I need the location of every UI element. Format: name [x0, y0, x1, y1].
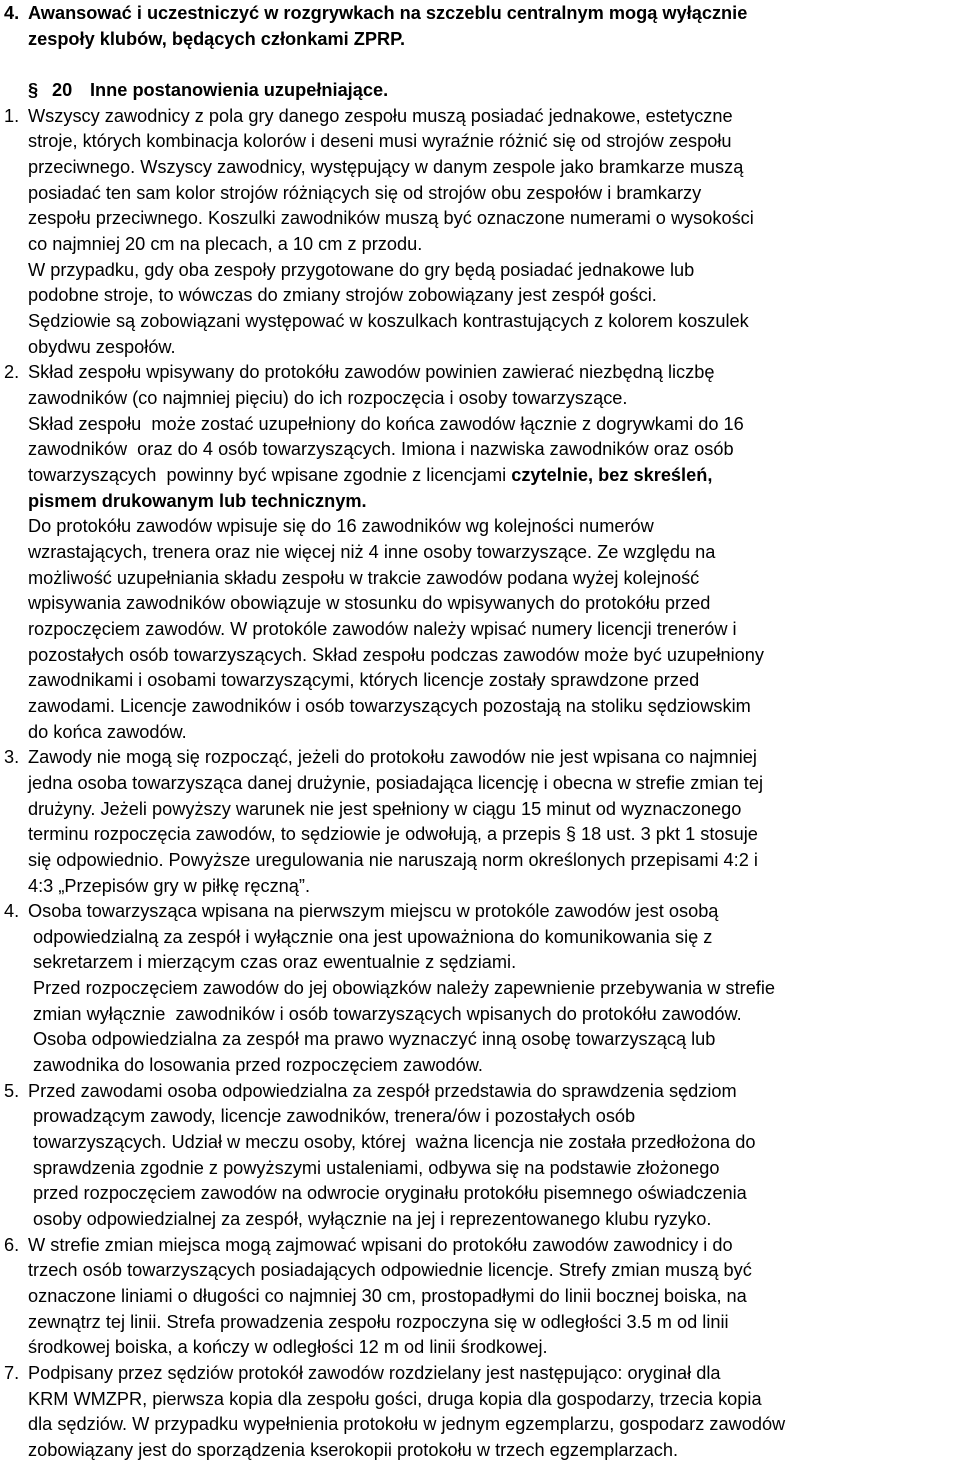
item-line: sprawdzenia zgodnie z powyższymi ustaleniami, odbywa się na podstawie złożonego [33, 1157, 720, 1178]
item-line: towarzyszących. Udział w meczu osoby, której ważna licencja nie została przedłożona do [33, 1132, 756, 1153]
item-line: zawodników (co najmniej pięciu) do ich rozpoczęcia i osoby towarzyszące. [28, 387, 628, 408]
item-line: drużyny. Jeżeli powyższy warunek nie jest spełniony w ciągu 15 minut od wyznaczonego [28, 798, 742, 819]
item-line: wzrastających, trenera oraz nie więcej niż 4 inne osoby towarzyszące. Ze względu na [28, 541, 716, 562]
section-symbol: § [28, 80, 39, 100]
item-number: 7. [4, 1363, 20, 1383]
item-line: co najmniej 20 cm na plecach, a 10 cm z przodu. [28, 233, 423, 254]
item-line: się odpowiednio. Powyższe uregulowania nie naruszają norm określonych przepisami 4:2 i [28, 849, 758, 870]
item-line: osoby odpowiedzialnej za zespół, wyłącznie na jej i reprezentowanego klubu ryzyko. [33, 1209, 712, 1230]
item-line: Osoba odpowiedzialna za zespół ma prawo wyznaczyć inną osobę towarzyszącą lub [33, 1029, 716, 1050]
item-line: pozostałych osób towarzyszących. Skład zespołu podczas zawodów może być uzupełniony [28, 644, 764, 665]
item-line: Sędziowie są zobowiązani występować w koszulkach kontrastujących z kolorem koszulek [28, 310, 749, 331]
item-line: prowadzącym zawody, licencje zawodników, trenera/ów i pozostałych osób [33, 1106, 636, 1127]
item-line: zawodami. Licencje zawodników i osób towarzyszących pozostają na stoliku sędziowskim [28, 695, 751, 716]
item-line: odpowiedzialną za zespół i wyłącznie ona jest upoważniona do komunikowania się z [33, 926, 713, 947]
item-line: W przypadku, gdy oba zespoły przygotowane do gry będą posiadać jednakowe lub [28, 259, 695, 280]
item-number: 6. [4, 1234, 20, 1255]
item-number: 2. [4, 362, 20, 383]
item-line: do końca zawodów. [28, 721, 187, 742]
item-line: Skład zespołu może zostać uzupełniony do końca zawodów łącznie z dogrywkami do 16 [28, 413, 744, 434]
item-line: zawodnika do losowania przed rozpoczęciem zawodów. [33, 1055, 483, 1076]
item-line: terminu rozpoczęcia zawodów, to sędziowie je odwołują, a przepis § 18 ust. 3 pkt 1 stosuje [28, 824, 758, 845]
item-line: zobowiązany jest do sporządzenia kserokopii protokołu w trzech egzemplarzach. [28, 1440, 679, 1460]
item-line: zmian wyłącznie zawodników i osób towarzyszących wpisanych do protokółu zawodów. [33, 1003, 742, 1024]
item-line: zawodnikami i osobami towarzyszącymi, których licencje zostały sprawdzone przed [28, 670, 700, 691]
item-line: oznaczone liniami o długości co najmniej 30 cm, prostopadłymi do linii bocznej boiska, na [28, 1286, 747, 1306]
item-text-normal: towarzyszących powinny być wpisane zgodnie z licencjami [28, 464, 512, 485]
item-line: Osoba towarzysząca wpisana na pierwszym miejscu w protokóle zawodów jest osobą [28, 901, 719, 922]
item-line: W strefie zmian miejsca mogą zajmować wpisani do protokółu zawodów zawodnicy i do [28, 1234, 733, 1255]
item-line: stroje, których kombinacja kolorów i deseni musi wyraźnie różnić się od strojów zespołu [28, 131, 732, 152]
item-line: jedna osoba towarzysząca danej drużynie, posiadająca licencję i obecna w strefie zmian tej [28, 772, 763, 793]
item-number: 4. [4, 3, 20, 23]
item-line: Przed rozpoczęciem zawodów do jej obowiązków należy zapewnienie przebywania w strefie [33, 978, 776, 999]
item-line: sekretarzem i mierzącym czas oraz ewentualnie z sędziami. [33, 952, 517, 973]
item-line: dla sędziów. W przypadku wypełnienia protokołu w jednym egzemplarzu, gospodarz zawodów [28, 1414, 786, 1435]
item-line: Awansować i uczestniczyć w rozgrywkach na szczeblu centralnym mogą wyłącznie [28, 3, 748, 23]
item-number: 5. [4, 1080, 20, 1101]
item-line: KRM WMZPR, pierwsza kopia dla zespołu gości, druga kopia dla gospodarzy, trzecia kopia [28, 1388, 762, 1409]
item-line: 4:3 „Przepisów gry w piłkę ręczną”. [28, 875, 311, 896]
item-line: możliwość uzupełniania składu zespołu w trakcie zawodów podana wyżej kolejność [28, 567, 700, 588]
item-line: Do protokółu zawodów wpisuje się do 16 zawodników wg kolejności numerów [28, 516, 654, 537]
item-line: rozpoczęciem zawodów. W protokóle zawodów należy wpisać numery licencji trenerów i [28, 618, 737, 639]
section-title: Inne postanowienia uzupełniające. [90, 80, 389, 100]
item-line: Podpisany przez sędziów protokół zawodów rozdzielany jest następująco: oryginał dla [28, 1363, 721, 1383]
section-number: 20 [52, 80, 73, 100]
item-mixed-line [28, 462, 712, 488]
item-line: przeciwnego. Wszyscy zawodnicy, występujący w danym zespole jako bramkarze muszą [28, 157, 744, 177]
item-line: wpisywania zawodników obowiązuje w stosunku do wpisywanych do protokółu przed [28, 593, 711, 614]
item-number: 1. [4, 105, 20, 126]
item-line: zespołu przeciwnego. Koszulki zawodników muszą być oznaczone numerami o wysokości [28, 208, 754, 229]
item-text-bold: czytelnie, bez skreśleń, [511, 464, 713, 485]
item-line: posiadać ten sam kolor strojów różniących się od strojów obu zespołów i bramkarzy [28, 182, 702, 203]
item-line: trzech osób towarzyszących posiadających odpowiednie licencje. Strefy zmian muszą być [28, 1260, 752, 1281]
item-number: 3. [4, 747, 20, 768]
item-line: obydwu zespołów. [28, 336, 176, 357]
item-bold-line: pismem drukowanym lub technicznym. [28, 490, 367, 511]
item-line: Skład zespołu wpisywany do protokółu zawodów powinien zawierać niezbędną liczbę [28, 362, 715, 383]
item-line: przed rozpoczęciem zawodów na odwrocie oryginału protokółu pisemnego oświadczenia [33, 1183, 747, 1204]
item-line: Przed zawodami osoba odpowiedzialna za zespół przedstawia do sprawdzenia sędziom [28, 1080, 737, 1101]
item-line: zewnątrz tej linii. Strefa prowadzenia zespołu rozpoczyna się w odległości 3.5 m od linii [28, 1311, 729, 1332]
item-number: 4. [4, 901, 20, 922]
item-line: środkowej boiska, a kończy w odległości 12 m od linii środkowej. [28, 1337, 548, 1358]
item-line: zespoły klubów, będących członkami ZPRP. [28, 28, 405, 49]
item-line: podobne stroje, to wówczas do zmiany strojów zobowiązany jest zespół gości. [28, 285, 657, 306]
item-line: Wszyscy zawodnicy z pola gry danego zespołu muszą posiadać jednakowe, estetyczne [28, 105, 733, 126]
item-line: Zawody nie mogą się rozpocząć, jeżeli do protokołu zawodów nie jest wpisana co najmniej [28, 747, 757, 768]
item-line: zawodników oraz do 4 osób towarzyszących. Imiona i nazwiska zawodników oraz osób [28, 439, 734, 460]
